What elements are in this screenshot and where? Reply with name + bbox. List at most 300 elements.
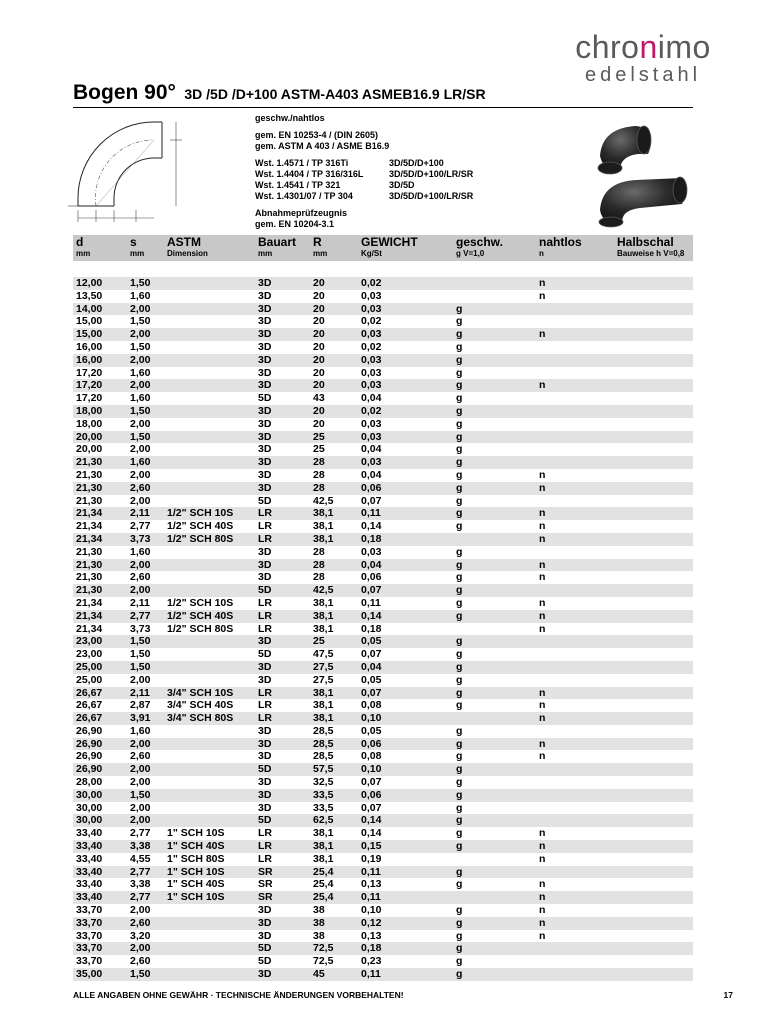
cell-bauart: 3D — [258, 430, 272, 443]
cell-geschw: g — [456, 878, 463, 891]
cell-s: 2,11 — [130, 686, 150, 699]
cell-d: 21,34 — [76, 520, 103, 533]
cell-gewicht: 0,03 — [361, 366, 382, 379]
cell-d: 21,30 — [76, 584, 103, 597]
cell-gewicht: 0,06 — [361, 571, 382, 584]
cell-d: 33,40 — [76, 827, 103, 840]
title-spec: 3D /5D /D+100 ASTM-A403 ASMEB16.9 LR/SR — [184, 86, 486, 102]
cell-bauart: LR — [258, 622, 272, 635]
cell-bauart: 3D — [258, 468, 272, 481]
cell-geschw: g — [456, 584, 463, 597]
header-cell: GEWICHT Kg/St — [361, 235, 418, 258]
cell-gewicht: 0,08 — [361, 699, 382, 712]
cell-geschw: g — [456, 430, 463, 443]
cell-r: 25 — [313, 430, 325, 443]
cell-gewicht: 0,03 — [361, 289, 382, 302]
cell-geschw: g — [456, 340, 463, 353]
cell-nahtlos: n — [539, 852, 546, 865]
table-row — [73, 418, 693, 431]
cell-d: 30,00 — [76, 814, 103, 827]
cell-s: 2,00 — [130, 776, 151, 789]
cell-bauart: 3D — [258, 929, 272, 942]
cell-s: 2,00 — [130, 801, 151, 814]
cell-s: 1,50 — [130, 660, 151, 673]
footer-disclaimer: ALLE ANGABEN OHNE GEWÄHR · TECHNISCHE ÄNDERUNGEN VORBEHALTEN! — [73, 990, 404, 1000]
info-cert: Abnahmeprüfzeugnis — [255, 208, 348, 218]
cell-s: 3,38 — [130, 878, 151, 891]
cell-r: 38,1 — [313, 609, 334, 622]
cell-r: 62,5 — [313, 814, 334, 827]
cell-astm: 1" SCH 10S — [167, 891, 225, 904]
cell-r: 28 — [313, 545, 325, 558]
table-row — [73, 533, 693, 546]
cell-bauart: 3D — [258, 558, 272, 571]
cell-geschw: g — [456, 686, 463, 699]
table-row — [73, 303, 693, 316]
cell-astm: 3/4" SCH 10S — [167, 686, 234, 699]
cell-d: 33,70 — [76, 916, 103, 929]
cell-s: 2,60 — [130, 481, 151, 494]
cell-geschw: g — [456, 494, 463, 507]
table-row — [73, 507, 693, 520]
cell-d: 30,00 — [76, 788, 103, 801]
cell-d: 20,00 — [76, 443, 103, 456]
cell-r: 20 — [313, 340, 325, 353]
cell-r: 20 — [313, 404, 325, 417]
cell-bauart: 3D — [258, 968, 272, 981]
cell-d: 26,90 — [76, 737, 103, 750]
cell-gewicht: 0,04 — [361, 468, 382, 481]
cell-geschw: g — [456, 417, 463, 430]
cell-d: 21,34 — [76, 507, 103, 520]
cell-d: 33,70 — [76, 955, 103, 968]
cell-gewicht: 0,05 — [361, 635, 382, 648]
cell-r: 20 — [313, 328, 325, 341]
cell-bauart: 3D — [258, 737, 272, 750]
cell-d: 33,40 — [76, 865, 103, 878]
cell-gewicht: 0,03 — [361, 379, 382, 392]
cell-nahtlos: n — [539, 277, 546, 289]
cell-gewicht: 0,04 — [361, 660, 382, 673]
cell-d: 15,00 — [76, 328, 103, 341]
cell-bauart: 3D — [258, 660, 272, 673]
table-row — [73, 341, 693, 354]
cell-r: 38,1 — [313, 686, 334, 699]
cell-d: 23,00 — [76, 635, 103, 648]
cell-geschw: g — [456, 443, 463, 456]
cell-gewicht: 0,14 — [361, 520, 382, 533]
cell-geschw: g — [456, 609, 463, 622]
table-row — [73, 379, 693, 392]
cell-s: 2,00 — [130, 494, 151, 507]
cell-d: 21,30 — [76, 481, 103, 494]
table-row — [73, 520, 693, 533]
table-row — [73, 610, 693, 623]
table-row — [73, 725, 693, 738]
cell-gewicht: 0,10 — [361, 763, 382, 776]
cell-bauart: 3D — [258, 801, 272, 814]
cell-r: 20 — [313, 302, 325, 315]
cell-d: 33,40 — [76, 852, 103, 865]
table-row — [73, 930, 693, 943]
cell-r: 33,5 — [313, 801, 334, 814]
cell-gewicht: 0,10 — [361, 712, 382, 725]
table-row — [73, 315, 693, 328]
cell-gewicht: 0,13 — [361, 929, 382, 942]
cell-s: 2,00 — [130, 443, 151, 456]
cell-nahtlos: n — [539, 596, 546, 609]
cell-s: 2,60 — [130, 916, 151, 929]
cell-geschw: g — [456, 468, 463, 481]
cell-d: 26,90 — [76, 750, 103, 763]
cell-gewicht: 0,11 — [361, 865, 381, 878]
cell-d: 15,00 — [76, 315, 103, 328]
cell-bauart: LR — [258, 827, 272, 840]
cell-gewicht: 0,05 — [361, 673, 382, 686]
elbow-product-photo — [592, 118, 692, 230]
table-row — [73, 891, 693, 904]
cell-s: 2,00 — [130, 302, 151, 315]
cell-d: 17,20 — [76, 379, 103, 392]
cell-geschw: g — [456, 827, 463, 840]
cell-d: 26,67 — [76, 699, 103, 712]
cell-d: 25,00 — [76, 660, 103, 673]
table-row — [73, 712, 693, 725]
header-cell: Halbschal Bauweise h V=0,8 — [617, 235, 685, 258]
cell-r: 47,5 — [313, 648, 334, 661]
cell-r: 42,5 — [313, 494, 334, 507]
cell-gewicht: 0,06 — [361, 481, 382, 494]
cell-nahtlos: n — [539, 328, 546, 341]
cell-bauart: 3D — [258, 481, 272, 494]
cell-gewicht: 0,07 — [361, 776, 382, 789]
cell-geschw: g — [456, 942, 463, 955]
cell-gewicht: 0,07 — [361, 584, 382, 597]
cell-d: 14,00 — [76, 302, 103, 315]
logo-subtitle: edelstahl — [584, 64, 702, 86]
cell-r: 27,5 — [313, 673, 334, 686]
cell-d: 21,30 — [76, 571, 103, 584]
cell-gewicht: 0,07 — [361, 648, 382, 661]
title-divider — [73, 107, 693, 108]
cell-r: 38,1 — [313, 699, 334, 712]
cell-s: 2,00 — [130, 814, 151, 827]
cell-astm: 1/2" SCH 40S — [167, 520, 234, 533]
cell-d: 21,34 — [76, 609, 103, 622]
table-row — [73, 878, 693, 891]
cell-d: 33,40 — [76, 878, 103, 891]
cell-r: 38,1 — [313, 532, 334, 545]
cell-nahtlos: n — [539, 929, 546, 942]
cell-astm: 1/2" SCH 80S — [167, 622, 234, 635]
cell-r: 20 — [313, 315, 325, 328]
cell-nahtlos: n — [539, 891, 546, 904]
cell-nahtlos: n — [539, 558, 546, 571]
cell-bauart: 5D — [258, 392, 272, 405]
cell-bauart: 3D — [258, 328, 272, 341]
cell-astm: 1/2" SCH 10S — [167, 507, 234, 520]
cell-bauart: LR — [258, 507, 272, 520]
table-row — [73, 661, 693, 674]
cell-r: 28,5 — [313, 724, 334, 737]
table-row — [73, 443, 693, 456]
cell-gewicht: 0,18 — [361, 532, 382, 545]
cell-s: 2,00 — [130, 673, 151, 686]
cell-gewicht: 0,23 — [361, 955, 382, 968]
cell-geschw: g — [456, 904, 463, 917]
cell-d: 35,00 — [76, 968, 103, 981]
cell-s: 2,77 — [130, 891, 151, 904]
cell-d: 21,30 — [76, 456, 103, 469]
cell-d: 30,00 — [76, 801, 103, 814]
cell-d: 12,00 — [76, 277, 103, 289]
cell-s: 1,60 — [130, 724, 151, 737]
cell-s: 3,20 — [130, 929, 151, 942]
cell-nahtlos: n — [539, 840, 546, 853]
table-row — [73, 853, 693, 866]
cell-s: 2,60 — [130, 750, 151, 763]
table-row — [73, 354, 693, 367]
cell-bauart: 3D — [258, 571, 272, 584]
cell-r: 38,1 — [313, 507, 334, 520]
cell-bauart: SR — [258, 878, 273, 891]
cell-bauart: 3D — [258, 545, 272, 558]
cell-bauart: LR — [258, 609, 272, 622]
table-row — [73, 699, 693, 712]
cell-gewicht: 0,18 — [361, 622, 382, 635]
cell-gewicht: 0,03 — [361, 545, 382, 558]
material-row: Wst. 1.4541 / TP 321 3D/5D — [255, 180, 415, 190]
cell-geschw: g — [456, 366, 463, 379]
table-row — [73, 546, 693, 559]
cell-astm: 1/2" SCH 10S — [167, 596, 234, 609]
cell-geschw: g — [456, 404, 463, 417]
cell-astm: 1/2" SCH 40S — [167, 609, 234, 622]
page-number: 17 — [723, 990, 733, 1000]
cell-s: 1,60 — [130, 456, 151, 469]
table-row — [73, 290, 693, 303]
cell-bauart: 3D — [258, 315, 272, 328]
cell-s: 2,00 — [130, 353, 151, 366]
cell-geschw: g — [456, 814, 463, 827]
cell-d: 26,90 — [76, 724, 103, 737]
cell-d: 33,70 — [76, 929, 103, 942]
cell-astm: 3/4" SCH 80S — [167, 712, 234, 725]
cell-gewicht: 0,14 — [361, 609, 382, 622]
cell-r: 32,5 — [313, 776, 334, 789]
cell-r: 38 — [313, 916, 325, 929]
cell-geschw: g — [456, 750, 463, 763]
table-row — [73, 277, 693, 290]
table-row — [73, 469, 693, 482]
cell-d: 26,67 — [76, 686, 103, 699]
cell-s: 2,11 — [130, 507, 150, 520]
cell-nahtlos: n — [539, 468, 546, 481]
cell-geschw: g — [456, 737, 463, 750]
cell-nahtlos: n — [539, 289, 546, 302]
cell-geschw: g — [456, 724, 463, 737]
cell-nahtlos: n — [539, 622, 546, 635]
cell-gewicht: 0,04 — [361, 392, 382, 405]
cell-gewicht: 0,18 — [361, 942, 382, 955]
cell-r: 20 — [313, 353, 325, 366]
cell-gewicht: 0,19 — [361, 852, 382, 865]
cell-s: 3,73 — [130, 622, 151, 635]
cell-gewicht: 0,10 — [361, 904, 382, 917]
table-row — [73, 917, 693, 930]
cell-geschw: g — [456, 699, 463, 712]
cell-d: 28,00 — [76, 776, 103, 789]
table-row — [73, 968, 693, 981]
cell-gewicht: 0,07 — [361, 801, 382, 814]
cell-d: 16,00 — [76, 353, 103, 366]
cell-gewicht: 0,11 — [361, 968, 381, 981]
cell-bauart: LR — [258, 686, 272, 699]
cell-geschw: g — [456, 865, 463, 878]
cell-geschw: g — [456, 302, 463, 315]
cell-d: 21,34 — [76, 622, 103, 635]
cell-bauart: LR — [258, 520, 272, 533]
cell-nahtlos: n — [539, 737, 546, 750]
cell-geschw: g — [456, 507, 463, 520]
cell-gewicht: 0,11 — [361, 596, 381, 609]
cell-gewicht: 0,02 — [361, 277, 382, 289]
cell-r: 20 — [313, 417, 325, 430]
table-row — [73, 750, 693, 763]
cell-gewicht: 0,08 — [361, 750, 382, 763]
material-row: Wst. 1.4571 / TP 316Ti 3D/5D/D+100 — [255, 158, 444, 168]
cell-bauart: 3D — [258, 302, 272, 315]
cell-astm: 1" SCH 40S — [167, 840, 225, 853]
cell-nahtlos: n — [539, 699, 546, 712]
cell-s: 2,00 — [130, 584, 151, 597]
cell-gewicht: 0,03 — [361, 417, 382, 430]
cell-bauart: 3D — [258, 673, 272, 686]
cell-bauart: 5D — [258, 584, 272, 597]
cell-nahtlos: n — [539, 532, 546, 545]
cell-s: 1,50 — [130, 968, 151, 981]
cell-r: 38,1 — [313, 840, 334, 853]
table-row — [73, 648, 693, 661]
cell-d: 17,20 — [76, 392, 103, 405]
cell-r: 28 — [313, 571, 325, 584]
cell-gewicht: 0,02 — [361, 404, 382, 417]
cell-d: 20,00 — [76, 430, 103, 443]
cell-s: 3,91 — [130, 712, 151, 725]
cell-bauart: LR — [258, 596, 272, 609]
table-row — [73, 840, 693, 853]
cell-s: 1,50 — [130, 340, 151, 353]
cell-bauart: 3D — [258, 776, 272, 789]
cell-d: 23,00 — [76, 648, 103, 661]
cell-d: 26,90 — [76, 763, 103, 776]
cell-gewicht: 0,07 — [361, 494, 382, 507]
cell-d: 21,30 — [76, 545, 103, 558]
cell-s: 2,00 — [130, 328, 151, 341]
cell-gewicht: 0,15 — [361, 840, 382, 853]
table-row — [73, 405, 693, 418]
cell-r: 72,5 — [313, 942, 334, 955]
cell-s: 2,00 — [130, 942, 151, 955]
data-table-body — [73, 277, 693, 981]
cell-s: 2,77 — [130, 609, 151, 622]
cell-d: 33,40 — [76, 840, 103, 853]
table-row — [73, 431, 693, 444]
cell-s: 2,77 — [130, 520, 151, 533]
cell-bauart: 3D — [258, 456, 272, 469]
cell-astm: 1" SCH 10S — [167, 865, 225, 878]
table-row — [73, 367, 693, 380]
cell-s: 1,50 — [130, 788, 151, 801]
cell-bauart: 3D — [258, 277, 272, 289]
cell-geschw: g — [456, 673, 463, 686]
cell-d: 17,20 — [76, 366, 103, 379]
cell-d: 13,50 — [76, 289, 103, 302]
material-row: Wst. 1.4301/07 / TP 304 3D/5D/D+100/LR/SR — [255, 191, 474, 201]
cell-bauart: 3D — [258, 340, 272, 353]
cell-geschw: g — [456, 776, 463, 789]
cell-gewicht: 0,11 — [361, 507, 381, 520]
cell-r: 57,5 — [313, 763, 334, 776]
cell-s: 2,00 — [130, 737, 151, 750]
cell-bauart: LR — [258, 532, 272, 545]
header-cell: s mm — [130, 235, 145, 258]
cell-d: 33,70 — [76, 942, 103, 955]
cell-bauart: 5D — [258, 763, 272, 776]
table-row — [73, 687, 693, 700]
cell-bauart: 3D — [258, 366, 272, 379]
cell-bauart: LR — [258, 840, 272, 853]
cell-bauart: 5D — [258, 814, 272, 827]
info-standard: gem. ASTM A 403 / ASME B16.9 — [255, 141, 390, 151]
cell-nahtlos: n — [539, 904, 546, 917]
cell-gewicht: 0,11 — [361, 891, 381, 904]
table-row — [73, 866, 693, 879]
table-row — [73, 904, 693, 917]
cell-bauart: 3D — [258, 750, 272, 763]
cell-s: 2,77 — [130, 865, 151, 878]
cell-gewicht: 0,03 — [361, 353, 382, 366]
cell-r: 28 — [313, 456, 325, 469]
cell-s: 2,60 — [130, 955, 151, 968]
cell-bauart: 3D — [258, 788, 272, 801]
cell-r: 20 — [313, 366, 325, 379]
cell-r: 38,1 — [313, 827, 334, 840]
cell-s: 1,60 — [130, 392, 151, 405]
cell-gewicht: 0,03 — [361, 430, 382, 443]
info-cert: gem. EN 10204-3.1 — [255, 219, 335, 229]
table-row — [73, 328, 693, 341]
cell-s: 2,00 — [130, 763, 151, 776]
cell-d: 18,00 — [76, 417, 103, 430]
cell-bauart: 5D — [258, 494, 272, 507]
cell-r: 28 — [313, 468, 325, 481]
cell-gewicht: 0,02 — [361, 315, 382, 328]
cell-bauart: SR — [258, 891, 273, 904]
cell-gewicht: 0,05 — [361, 724, 382, 737]
cell-r: 33,5 — [313, 788, 334, 801]
cell-bauart: 3D — [258, 724, 272, 737]
cell-geschw: g — [456, 916, 463, 929]
cell-gewicht: 0,04 — [361, 558, 382, 571]
table-row — [73, 495, 693, 508]
cell-bauart: LR — [258, 712, 272, 725]
cell-gewicht: 0,14 — [361, 827, 382, 840]
info-type: geschw./nahtlos — [255, 113, 325, 123]
cell-r: 25 — [313, 635, 325, 648]
cell-bauart: 3D — [258, 635, 272, 648]
cell-d: 21,34 — [76, 596, 103, 609]
